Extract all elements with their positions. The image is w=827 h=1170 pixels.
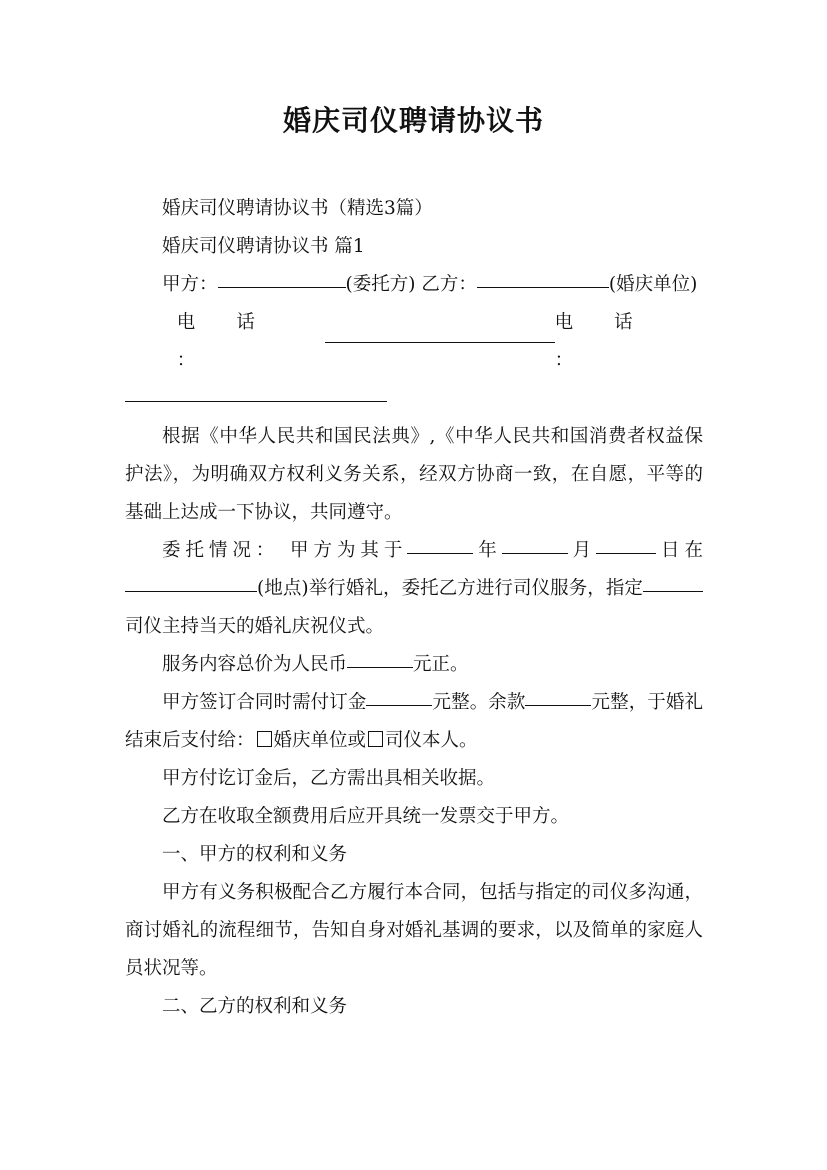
- party-a-phone-blank: [325, 341, 555, 343]
- price-lead: 服务内容总价为人民币: [162, 654, 348, 675]
- year-blank: [407, 552, 473, 554]
- parties-line: [125, 266, 703, 304]
- day-label: 日在: [656, 540, 703, 561]
- place-text: (地点)举行婚礼，委托乙方进行司仪服务，指定: [257, 578, 643, 599]
- party-b-role: (婚庆单位): [608, 274, 698, 295]
- day-blank: [596, 552, 656, 554]
- section2-title: 二、乙方的权利和义务: [162, 996, 348, 1017]
- document-body: [125, 190, 703, 1026]
- party-b-phone-label: 电 话 ：: [554, 312, 651, 371]
- option-host: 司仪本人。: [385, 730, 478, 751]
- section1-title: 一、甲方的权利和义务: [162, 844, 348, 865]
- price-tail: 元正。: [413, 654, 469, 675]
- party-b-label: 乙方：: [421, 274, 477, 295]
- invoice-paragraph: 乙方在收取全额费用后应开具统一发票交于甲方。: [162, 806, 570, 827]
- balance-blank: [525, 704, 591, 706]
- section1-text: 甲方有义务积极配合乙方履行本合同，包括与指定的司仪多沟通，商讨婚礼的流程细节，告知自身对婚礼基调的要求，以及简单的家庭人员状况等。: [125, 882, 703, 979]
- checkbox-host[interactable]: [368, 731, 383, 747]
- balance-unit: 元整，于婚礼结束后支付给：: [125, 692, 703, 751]
- party-a-role: (委托方): [345, 274, 416, 295]
- phone-line-2: [125, 380, 703, 418]
- commission-paragraph: [125, 532, 703, 646]
- article-heading: 婚庆司仪聘请协议书 篇1: [162, 236, 365, 257]
- host-blank: [643, 590, 703, 592]
- commission-lead: 委托情况： 甲方为其于: [162, 540, 408, 561]
- payment-lead: 甲方签订合同时需付订金: [162, 692, 367, 713]
- party-a-phone-label: 电 话 ：: [176, 312, 273, 371]
- party-b-phone-blank: [125, 400, 387, 402]
- party-b-blank: [477, 286, 609, 288]
- payment-paragraph: [125, 684, 703, 760]
- option-wedding-company: 婚庆单位或: [273, 730, 367, 751]
- price-blank: [347, 666, 413, 668]
- year-label: 年: [473, 540, 502, 561]
- price-paragraph: [125, 646, 703, 684]
- document-title: 婚庆司仪聘请协议书: [282, 104, 544, 137]
- subtitle: 婚庆司仪聘请协议书（精选3篇）: [162, 198, 433, 219]
- place-blank: [125, 590, 257, 592]
- month-label: 月: [567, 540, 597, 561]
- receipt-paragraph: 甲方付讫订金后，乙方需出具相关收据。: [162, 768, 496, 789]
- party-a-label: 甲方：: [162, 274, 218, 295]
- deposit-unit: 元整。余款: [432, 692, 526, 713]
- month-blank: [502, 552, 568, 554]
- deposit-blank: [366, 704, 432, 706]
- checkbox-wedding-company[interactable]: [257, 731, 272, 747]
- phone-line: [125, 304, 703, 380]
- intro-paragraph: 根据《中华人民共和国民法典》,《中华人民共和国消费者权益保护法》，为明确双方权利义务关系，经双方协商一致，在自愿，平等的基础上达成一下协议，共同遵守。: [125, 426, 703, 523]
- commission-tail: 司仪主持当天的婚礼庆祝仪式。: [125, 616, 385, 637]
- party-a-blank: [218, 286, 346, 288]
